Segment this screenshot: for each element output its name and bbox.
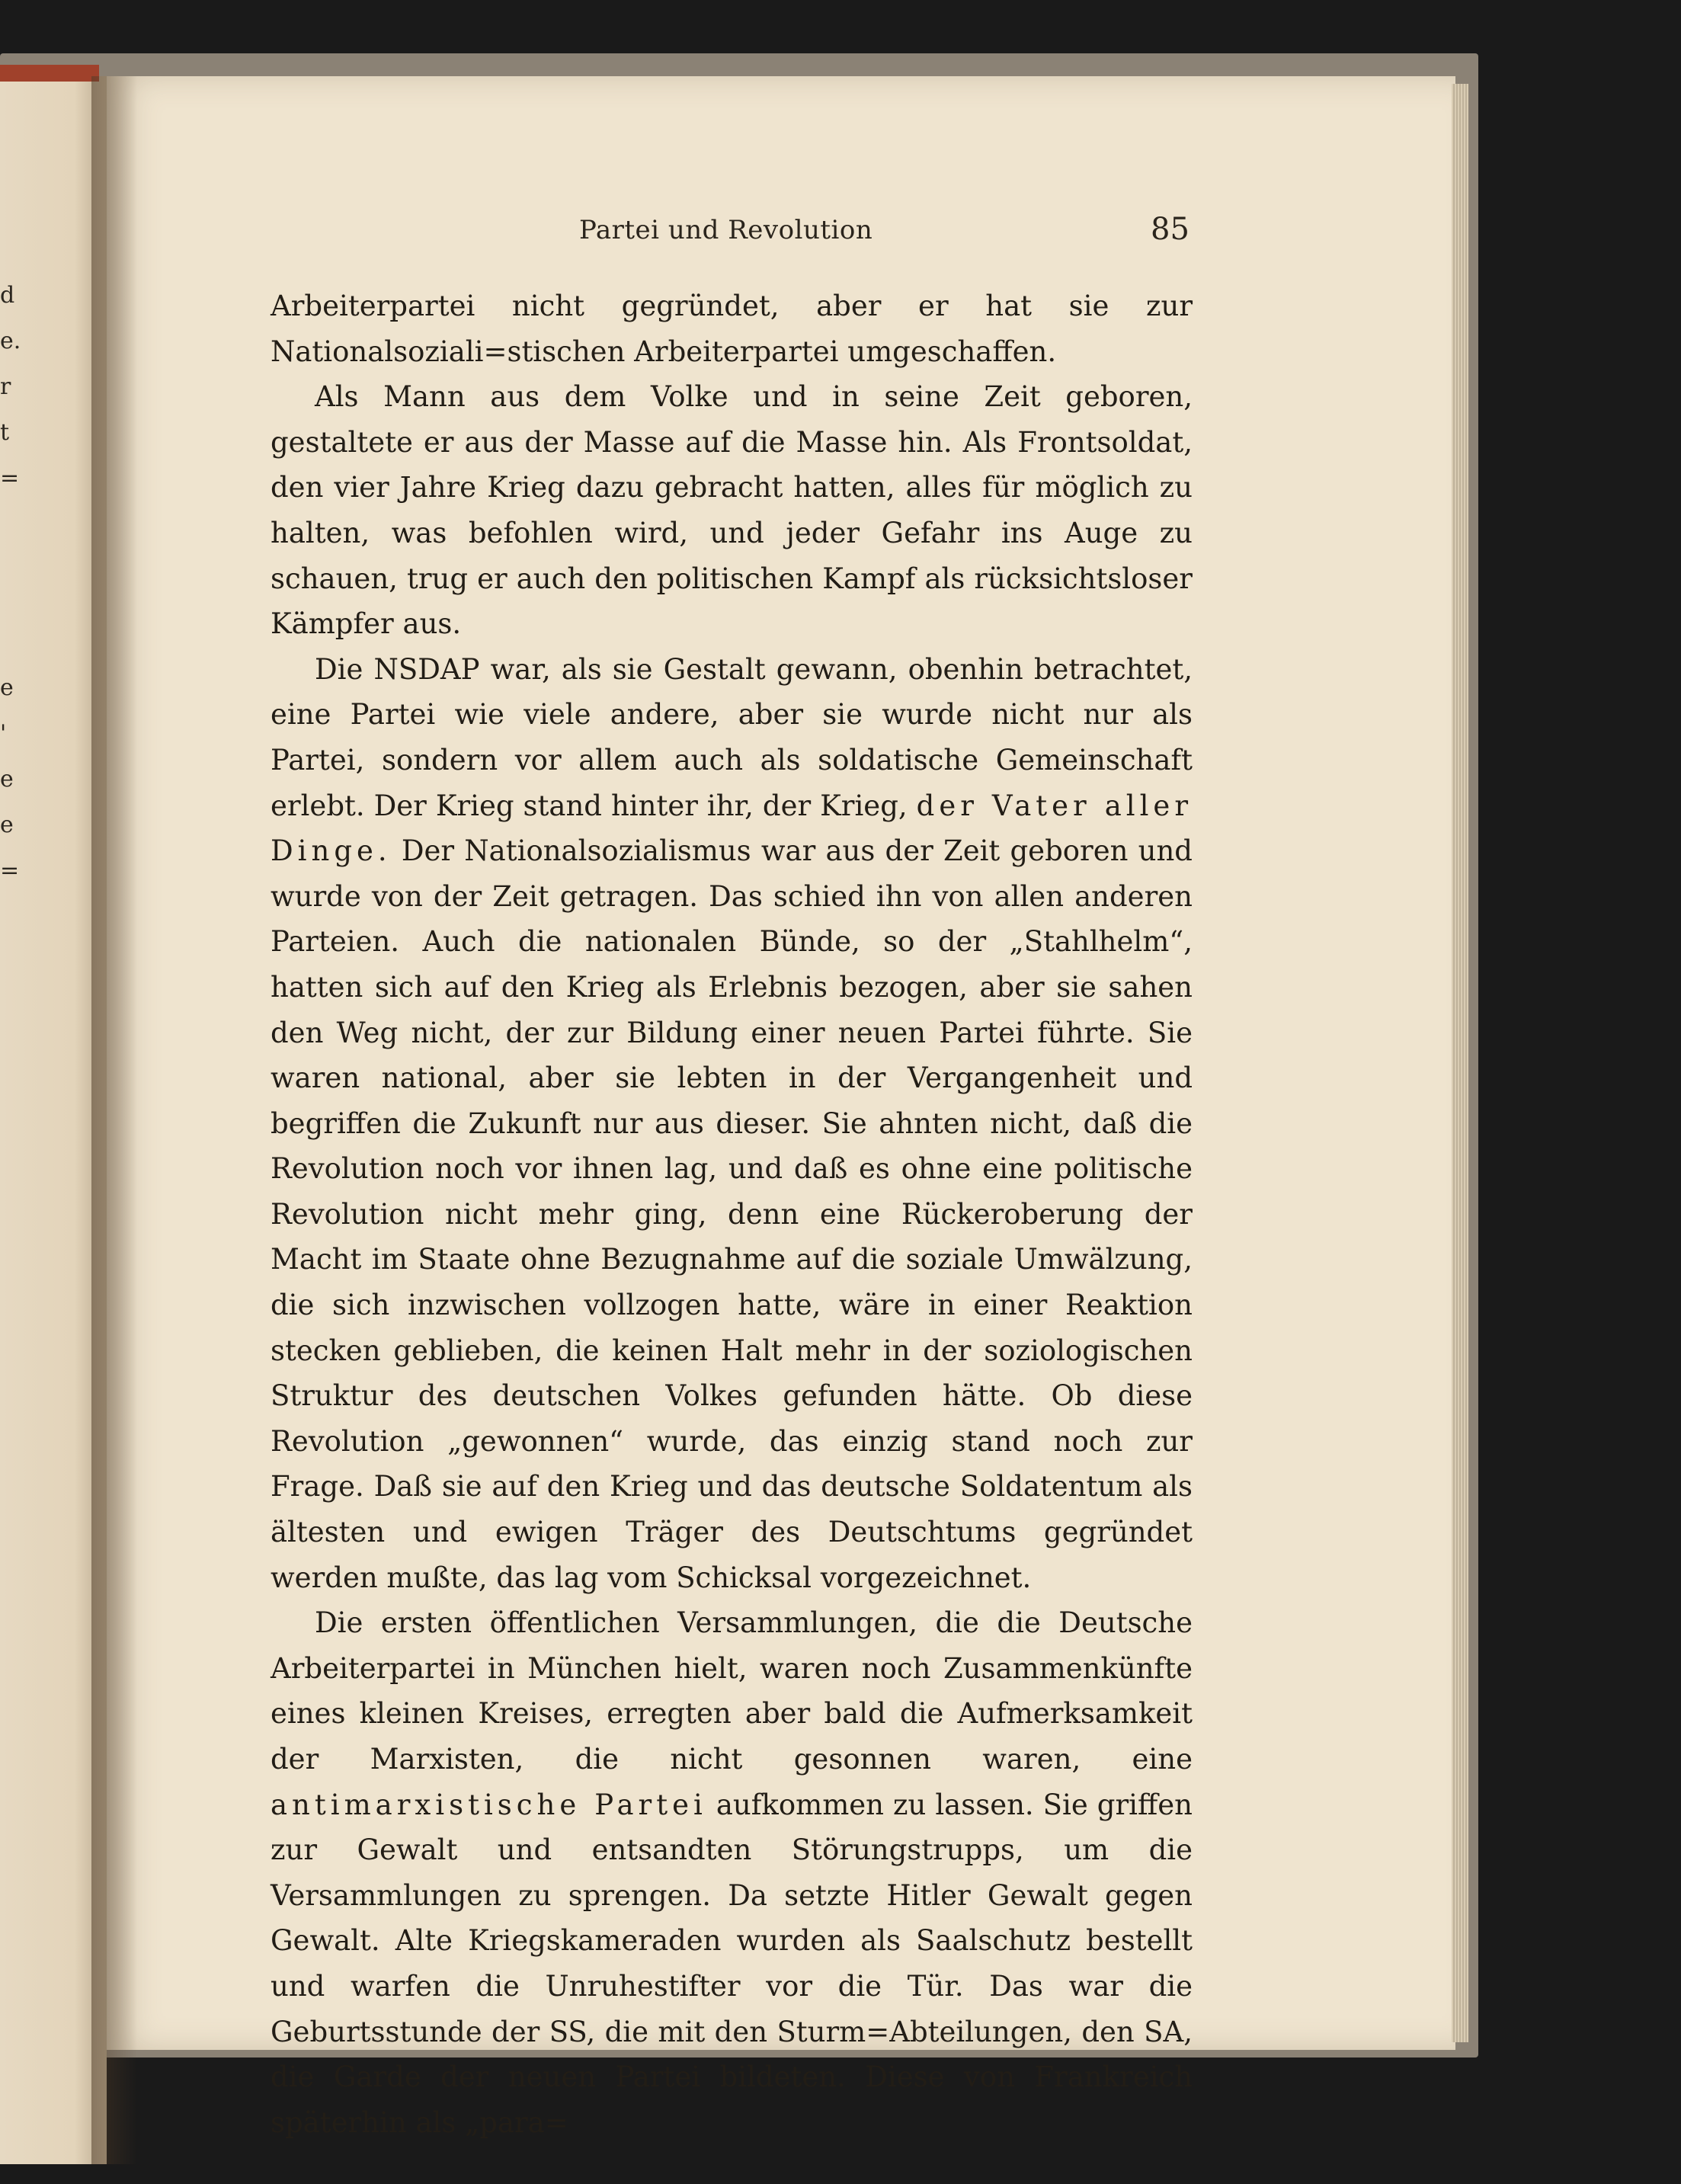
paragraph-text: aufkommen zu lassen. Sie griffen zur Gewalt und entsandten Störungstrupps, um die Versammlungen zu sprengen. Da setzte Hitler Gewalt gegen Gewalt. Alte Kriegskameraden wurden als Saalschutz bestellt und warfen die Unruhestifter vor die Tür. Das war die Geburtsstunde der SS, die mit den Sturm=Abteilungen, den SA, die Garde der neuen Partei bildeten. Diese von Frankreich späterhin als „para= (271, 1788, 1193, 2139)
page-block-edges (1452, 84, 1468, 2042)
left-edge-glyph: t (0, 419, 10, 446)
left-page-red-edge (0, 65, 99, 82)
paragraph: Als Mann aus dem Volke und in seine Zeit geboren, gestaltete er aus der Masse auf die Masse hin. Als Frontsoldat, den vier Jahre Krieg dazu gebracht hatten, alles für möglich zu halten, was befohlen wird, und jeder Gefahr ins Auge zu schauen, trug er auch den politischen Kampf als rücksichtsloser Kämpfer aus. (271, 380, 1193, 641)
paragraph-text: Die NSDAP war, als sie Gestalt gewann, obenhin betrachtet, eine Partei wie viele andere, aber sie wurde nicht nur als Partei, sondern vor allem auch als soldatische Gemeinschaft erlebt. Der Krieg stand hinter ihr, der Krieg, (271, 652, 1193, 822)
paragraph-text: Die ersten öffentlichen Versammlungen, die die Deutsche Arbeiterpartei in München hielt, waren noch Zusammenkünfte eines kleinen Kreises, erregten aber bald die Aufmerksamkeit der Marxisten, die nicht gesonnen waren, eine (271, 1606, 1193, 1776)
body-text (271, 283, 1193, 2145)
paragraph: Arbeiterpartei nicht gegründet, aber er hat sie zur Nationalsoziali=stischen Arbeiterpartei umgeschaffen. (271, 290, 1193, 368)
left-edge-glyph: = (0, 465, 20, 492)
emphasized-text: antimarxistische Partei (271, 1788, 707, 1821)
left-edge-glyph: = (0, 857, 20, 884)
paragraph-text: Der Nationalsozialismus war aus der Zeit geboren und wurde von der Zeit getragen. Das schied ihn von allen anderen Parteien. Auch die nationalen Bünde, so der „Stahlhelm“, hatten sich auf den Krieg als Erlebnis bezogen, aber sie sahen den Weg nicht, der zur Bildung einer neuen Partei führte. Sie waren national, aber sie lebten in der Vergangenheit und begriffen die Zukunft nur aus dieser. Sie ahnten nicht, daß die Revolution noch vor ihnen lag, und daß es ohne eine politische Revolution nicht mehr ging, denn eine Rückeroberung der Macht im Staate ohne Bezugnahme auf die soziale Umwälzung, die sich inzwischen vollzogen hatte, wäre in einer Reaktion stecken geblieben, die keinen Halt mehr in der soziologischen Struktur des deutschen Volkes gefunden hätte. Ob diese Revolution „gewonnen“ wurde, das einzig stand noch zur Frage. Daß sie auf den Krieg und das deutsche Soldatentum als ältesten und ewigen Träger des Deutschtums gegründet werden mußte, das lag vom Schicksal vorgezeichnet. (271, 834, 1193, 1594)
left-facing-page (0, 76, 107, 2164)
running-head: Partei und Revolution (579, 215, 873, 245)
left-edge-glyph: e (0, 812, 14, 838)
page-number: 85 (1151, 212, 1190, 247)
left-edge-glyph: e (0, 766, 14, 793)
paragraph (271, 1600, 1193, 2145)
emphasized-text: der Vater aller Dinge. (271, 789, 1193, 868)
left-edge-glyph: r (0, 373, 11, 400)
left-edge-glyph: e. (0, 328, 21, 354)
left-edge-glyph: ' (0, 720, 7, 747)
book-gutter-shadow (91, 76, 137, 2164)
left-page-text-edge (0, 76, 23, 2164)
left-edge-glyph: d (0, 282, 15, 309)
paragraph (271, 647, 1193, 1600)
left-edge-glyph: e (0, 674, 14, 701)
